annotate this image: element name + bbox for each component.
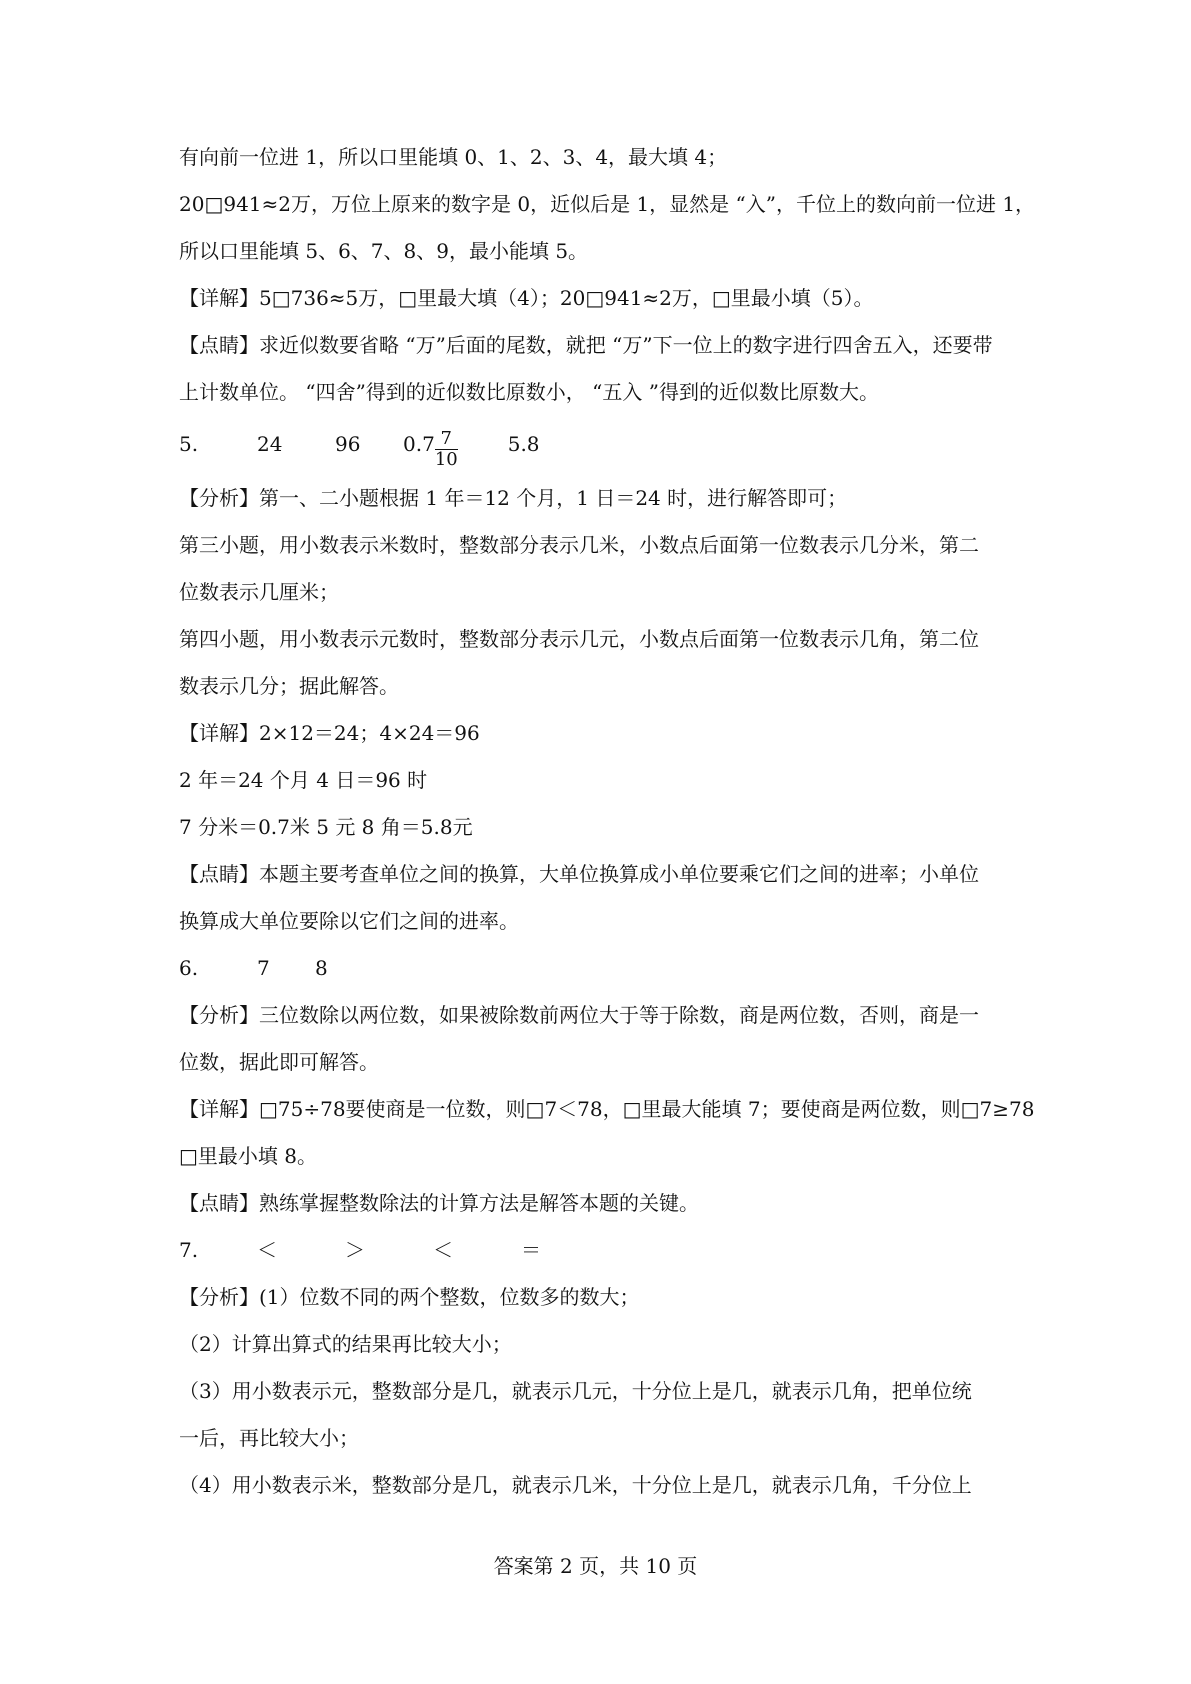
- q5-answer-3: 0.7: [403, 432, 435, 456]
- text-line: 位数表示几厘米；: [179, 580, 339, 604]
- text-line: 7 分米＝0.7米 5 元 8 角＝5.8元: [179, 815, 473, 839]
- detail-line: 【详解】□75÷78要使商是一位数，则□7＜78，□里最大能填 7；要使商是两位数，则□7≥78: [179, 1097, 1035, 1121]
- tip-line: 【点睛】熟练掌握整数除法的计算方法是解答本题的关键。: [179, 1191, 699, 1215]
- text-line: 换算成大单位要除以它们之间的进率。: [179, 909, 519, 933]
- q7-answer-4: ＝: [521, 1238, 541, 1262]
- q5-number: 5.: [179, 432, 199, 456]
- q5-fraction: [435, 429, 458, 470]
- q7-number: 7.: [179, 1238, 199, 1262]
- tip-line: 【点睛】求近似数要省略 “万”后面的尾数，就把 “万”下一位上的数字进行四舍五入，还要带: [179, 333, 993, 357]
- detail-line: 【详解】5□736≈5万，□里最大填（4）；20□941≈2万，□里最小填（5）。: [179, 286, 874, 310]
- text-line: □里最小填 8。: [179, 1144, 317, 1168]
- q6-answer-row: [179, 954, 328, 982]
- q5-answer-5: 5.8: [507, 432, 540, 456]
- text-line: 第四小题，用小数表示元数时，整数部分表示几元，小数点后面第一位数表示几角，第二位: [179, 627, 979, 651]
- q5-answer-row: [179, 425, 540, 470]
- text-line: 数表示几分；据此解答。: [179, 674, 399, 698]
- text-line: （3）用小数表示元，整数部分是几，就表示几元，十分位上是几，就表示几角，把单位统: [179, 1379, 972, 1403]
- fraction-numerator: 7: [435, 429, 458, 450]
- q7-answer-2: ＞: [345, 1238, 365, 1262]
- text-line: 第三小题，用小数表示米数时，整数部分表示几米，小数点后面第一位数表示几分米，第二: [179, 533, 979, 557]
- text-line: 上计数单位。 “四舍”得到的近似数比原数小， “五入 ”得到的近似数比原数大。: [179, 380, 879, 404]
- text-line: 2 年＝24 个月 4 日＝96 时: [179, 768, 428, 792]
- tip-line: 【点睛】本题主要考查单位之间的换算，大单位换算成小单位要乘它们之间的进率；小单位: [179, 862, 979, 886]
- q6-answer-1: 7: [257, 956, 270, 980]
- q7-answer-3: ＜: [433, 1238, 453, 1262]
- text-line: 有向前一位进 1，所以口里能填 0、1、2、3、4，最大填 4；: [179, 145, 728, 169]
- analysis-line: 【分析】第一、二小题根据 1 年＝12 个月，1 日＝24 时，进行解答即可；: [179, 486, 848, 510]
- text-line: （2）计算出算式的结果再比较大小；: [179, 1332, 512, 1356]
- page-footer: 答案第 2 页，共 10 页: [493, 1554, 698, 1578]
- detail-line: 【详解】2×12＝24；4×24＝96: [179, 721, 480, 745]
- text-line: （4）用小数表示米，整数部分是几，就表示几米，十分位上是几，就表示几角，千分位上: [179, 1473, 972, 1497]
- q6-number: 6.: [179, 956, 199, 980]
- q5-answer-2: 96: [335, 432, 361, 456]
- q7-answer-row: [179, 1236, 541, 1264]
- analysis-line: 【分析】(1）位数不同的两个整数，位数多的数大；: [179, 1285, 640, 1309]
- q6-answer-2: 8: [315, 956, 328, 980]
- text-line: 位数，据此即可解答。: [179, 1050, 379, 1074]
- q5-answer-1: 24: [257, 432, 283, 456]
- analysis-line: 【分析】三位数除以两位数，如果被除数前两位大于等于除数，商是两位数，否则，商是一: [179, 1003, 979, 1027]
- q7-answer-1: ＜: [257, 1238, 277, 1262]
- fraction-denominator: 10: [434, 449, 458, 470]
- text-line: 20□941≈2万，万位上原来的数字是 0，近似后是 1，显然是 “入”，千位上的数向前一位进 1，: [179, 192, 1036, 216]
- text-line: 一后，再比较大小；: [179, 1426, 359, 1450]
- text-line: 所以口里能填 5、6、7、8、9，最小能填 5。: [179, 239, 589, 263]
